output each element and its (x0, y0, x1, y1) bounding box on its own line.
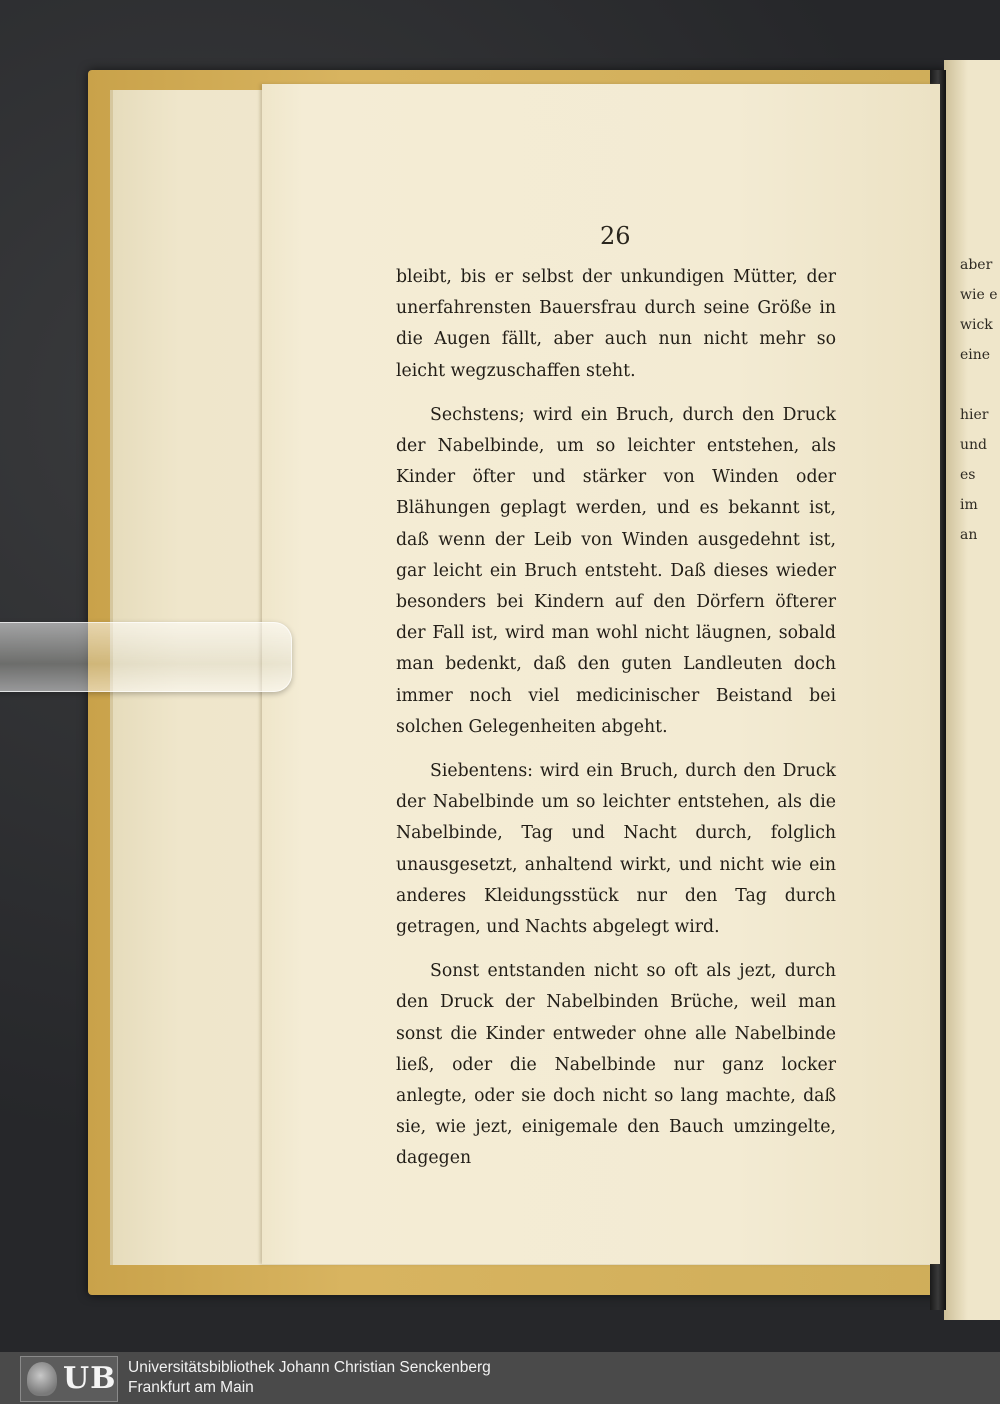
page-number: 26 (600, 222, 631, 250)
library-city: Frankfurt am Main (128, 1379, 254, 1396)
facing-line: es (960, 467, 976, 483)
paragraph: Sechstens; wird ein Bruch, durch den Druck der Nabelbinde, um so leichter entstehen, als Kinder öfter und stärker von Winden oder Blähungen geplagt werden, und es bekannt ist, daß wenn der Leib von Winden ausgedehnt ist, gar leicht ein Bruch entsteht. Daß dieses wieder besonders bei Kindern auf den Dörfern öfterer der Fall ist, wird man wohl nicht läugnen, sobald man bedenkt, daß den guten Landleuten doch immer noch viel medicinischer Beistand bei solchen Gelegenheiten abgeht. (396, 404, 836, 737)
facing-line: wie e (960, 287, 998, 303)
facing-line: aber (960, 257, 993, 273)
library-name: Universitätsbibliothek Johann Christian Senckenberg (128, 1359, 491, 1376)
page-holder-strip (0, 622, 292, 692)
paragraph: bleibt, bis er selbst der unkundigen Mütter, der unerfahrensten Bauersfrau durch seine Größe in die Augen fällt, aber auch nun nicht mehr so leicht wegzuschaffen steht. (396, 267, 836, 381)
library-footer (0, 1352, 1000, 1404)
paragraph: Siebentens: wird ein Bruch, durch den Druck der Nabelbinde um so leichter entstehen, als die Nabelbinde, Tag und Nacht durch, folglich unausgesetzt, anhaltend wirkt, und nicht wie ein anderes Kleidungsstück nur den Tag durch getragen, und Nachts abgelegt wird. (396, 761, 836, 938)
facing-page-fragments (960, 250, 1000, 550)
portrait-icon (27, 1362, 57, 1396)
library-logo[interactable] (20, 1356, 118, 1402)
facing-line: wick (960, 317, 993, 333)
page-text (396, 262, 836, 1175)
paragraph: Sonst entstanden nicht so oft als jezt, durch den Druck der Nabelbinden Brüche, weil man sonst die Kinder entweder ohne alle Nabelbinde ließ, oder die Nabelbinde nur ganz locker anlegte, oder sie doch nicht so lang machte, daß sie, wie jezt, einigemale den Bauch umzingelte, dagegen (396, 961, 836, 1169)
logo-text: UB (63, 1361, 117, 1396)
facing-line: hier (960, 407, 989, 423)
facing-line (960, 370, 1000, 400)
facing-line: an (960, 527, 978, 543)
facing-line: und (960, 437, 987, 453)
facing-line: eine (960, 347, 991, 363)
facing-page (944, 60, 1000, 1320)
facing-line: im (960, 497, 978, 513)
